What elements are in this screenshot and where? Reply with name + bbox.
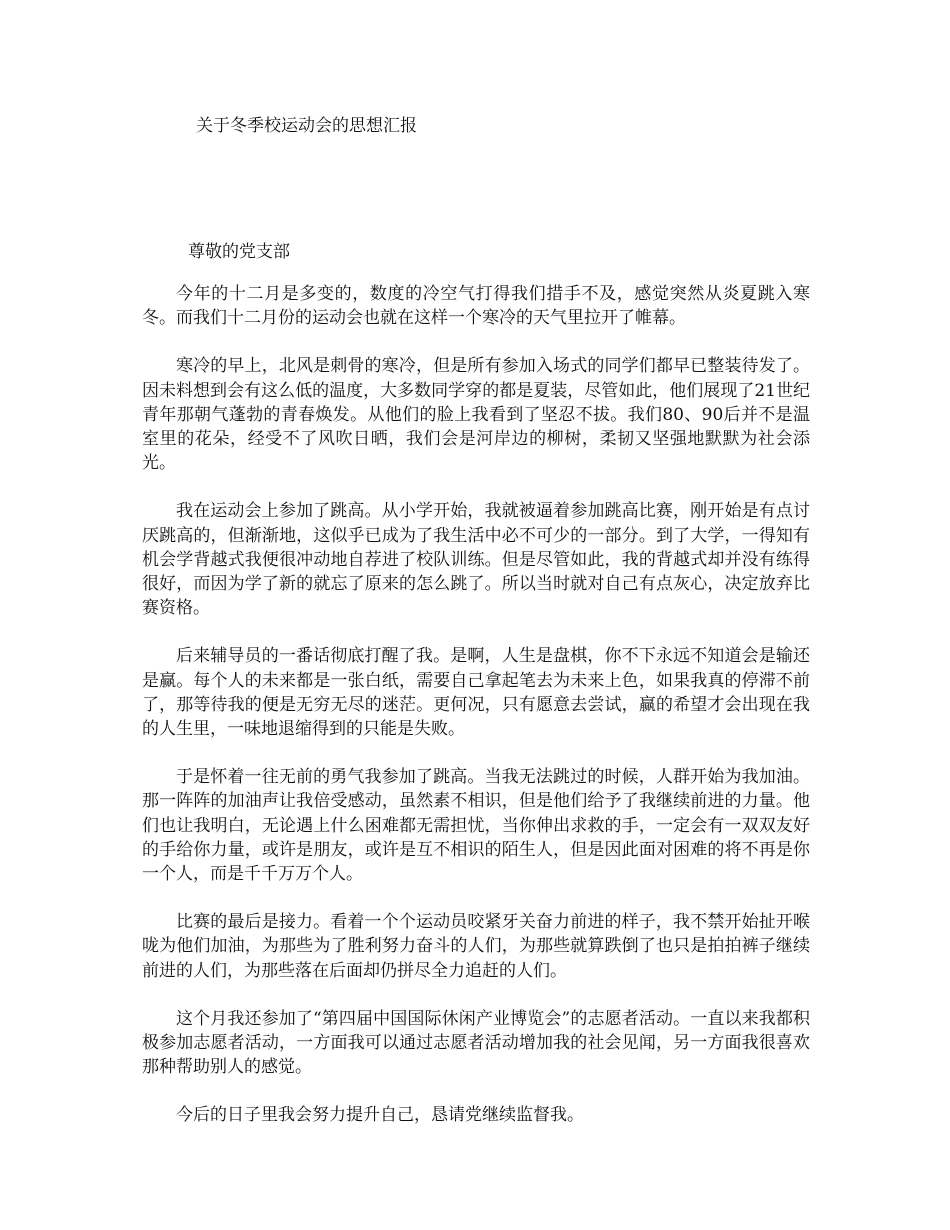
paragraph-4: 后来辅导员的一番话彻底打醒了我。是啊，人生是盘棋，你不下永远不知道会是输还是赢。每个人的未来都是一张白纸，需要自己拿起笔去为未来上色，如果我真的停滞不前了，那等待我的便是无穷无尽的迷茫。更何况，只有愿意去尝试，赢的希望才会出现在我的人生里，一味地退缩得到的只能是失败。	[142, 646, 810, 740]
salutation: 尊敬的党支部	[188, 242, 290, 262]
paragraph-2: 寒冷的早上，北风是刺骨的寒冷，但是所有参加入场式的同学们都早已整装待发了。因未料想到会有这么低的温度，大多数同学穿的都是夏装，尽管如此，他们展现了21世纪青年那朝气蓬勃的青春焕发。从他们的脸上我看到了坚忍不拔。我们80、90后并不是温室里的花朵，经受不了风吹日晒，我们会是河岸边的柳树，柔韧又坚强地默默为社会添光。	[142, 356, 810, 474]
document-title: 关于冬季校运动会的思想汇报	[196, 116, 417, 136]
paragraph-5: 于是怀着一往无前的勇气我参加了跳高。当我无法跳过的时候，人群开始为我加油。那一阵阵的加油声让我倍受感动，虽然素不相识，但是他们给予了我继续前进的力量。他们也让我明白，无论遇上什么困难都无需担忧，当你伸出求救的手，一定会有一双双友好的手给你力量，或许是朋友，或许是互不相识的陌生人，但是因此面对困难的将不再是你一个人，而是千千万万个人。	[142, 767, 810, 885]
document-body	[142, 282, 810, 1152]
paragraph-7: 这个月我还参加了“第四届中国国际休闲产业博览会”的志愿者活动。一直以来我都积极参加志愿者活动，一方面我可以通过志愿者活动增加我的社会见闻，另一方面我很喜欢那种帮助别人的感觉。	[142, 1008, 810, 1078]
paragraph-3: 我在运动会上参加了跳高。从小学开始，我就被逼着参加跳高比赛，刚开始是有点讨厌跳高的，但渐渐地，这似乎已成为了我生活中必不可少的一部分。到了大学，一得知有机会学背越式我便很冲动地自荐进了校队训练。但是尽管如此，我的背越式却并没有练得很好，而因为学了新的就忘了原来的怎么跳了。所以当时就对自己有点灰心，决定放弃比赛资格。	[142, 501, 810, 619]
paragraph-1: 今年的十二月是多变的，数度的冷空气打得我们措手不及，感觉突然从炎夏跳入寒冬。而我们十二月份的运动会也就在这样一个寒冷的天气里拉开了帷幕。	[142, 284, 810, 329]
paragraph-8: 今后的日子里我会努力提升自己，恳请党继续监督我。	[176, 1105, 584, 1126]
paragraph-6: 比赛的最后是接力。看着一个个运动员咬紧牙关奋力前进的样子，我不禁开始扯开喉咙为他们加油，为那些为了胜利努力奋斗的人们，为那些就算跌倒了也只是拍拍裤子继续前进的人们，为那些落在后面却仍拼尽全力追赶的人们。	[142, 912, 810, 981]
